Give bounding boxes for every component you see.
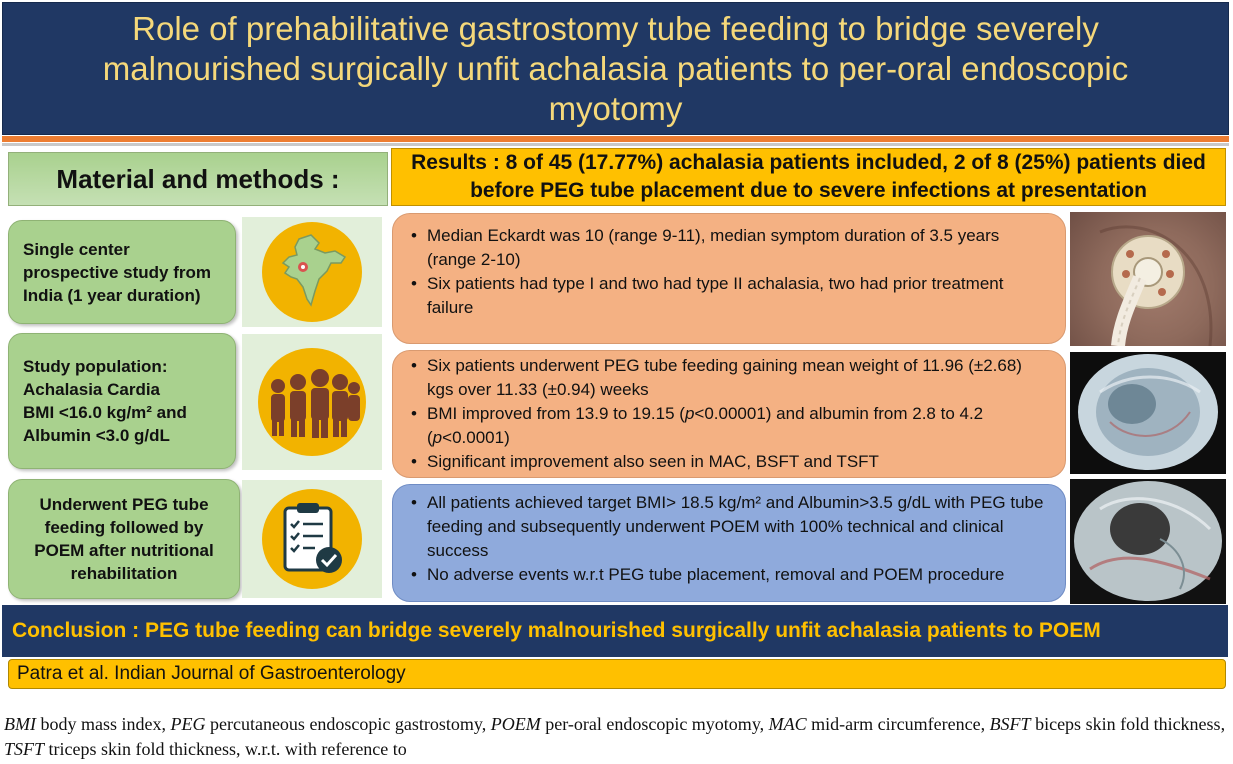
- abbrev-term: w.r.t.: [245, 739, 281, 759]
- abbrev-def: per-oral endoscopic myotomy: [545, 714, 760, 734]
- result-bullet: • BMI improved from 13.9 to 19.15 (p<0.00001) and albumin from 2.8 to 4.2 (p<0.0001): [411, 402, 1051, 450]
- result-bullet: • All patients achieved target BMI> 18.5 kg/m² and Albumin>3.5 g/dL with PEG tube feeding and subsequently underwent POEM with 100% technical and clinical success: [411, 491, 1051, 563]
- method-line: rehabilitation: [70, 564, 178, 583]
- abbrev-def: body mass index: [40, 714, 162, 734]
- icon-panel-population: [242, 334, 382, 470]
- india-map-icon: [262, 222, 362, 322]
- abbrev-term: PEG: [170, 714, 206, 734]
- citation: Patra et al. Indian Journal of Gastroenterology: [8, 659, 1226, 689]
- endoscopy-photo-1: [1070, 352, 1226, 474]
- method-line: POEM after nutritional: [34, 541, 214, 560]
- method-line: Underwent PEG tube: [39, 495, 209, 514]
- people-group-icon: [258, 348, 366, 456]
- conclusion-banner: Conclusion : PEG tube feeding can bridge severely malnourished surgically unfit achalasia patients to POEM: [2, 605, 1228, 657]
- method-study-population: [8, 333, 236, 469]
- results-outcomes: [392, 350, 1066, 478]
- title-banner: [2, 2, 1229, 135]
- results-header: Results : 8 of 45 (17.77%) achalasia patients included, 2 of 8 (25%) patients died before PEG tube placement due to severe infections at presentation: [391, 148, 1226, 206]
- title-shadow-rule: [2, 143, 1229, 146]
- method-line: BMI <16.0 kg/m² and: [23, 403, 187, 422]
- results-success: [392, 484, 1066, 602]
- abbrev-def: mid-arm circumference: [811, 714, 981, 734]
- icon-panel-intervention: [242, 480, 382, 598]
- icon-panel-location: [242, 217, 382, 327]
- abbrev-def: biceps skin fold thickness: [1035, 714, 1221, 734]
- abbrev-term: TSFT: [4, 739, 45, 759]
- abbrev-term: BSFT: [989, 714, 1031, 734]
- result-bullet: • Significant improvement also seen in MAC, BSFT and TSFT: [411, 450, 1051, 474]
- methods-header: Material and methods :: [8, 152, 388, 206]
- method-line: Study population:: [23, 357, 168, 376]
- method-intervention: [8, 479, 240, 599]
- title-accent-rule: [2, 136, 1229, 142]
- result-bullet: • Six patients had type I and two had type II achalasia, two had prior treatment failure: [411, 272, 1051, 320]
- abbreviations-footnote: BMI body mass index, PEG percutaneous endoscopic gastrostomy, POEM per-oral endoscopic myotomy, MAC mid-arm circumference, BSFT biceps skin fold thickness, TSFT triceps skin fold thickness, w.r.t. with reference to: [4, 714, 1226, 759]
- abbrev-def: percutaneous endoscopic gastrostomy: [209, 714, 482, 734]
- results-baseline: [392, 213, 1066, 344]
- method-line: Achalasia Cardia: [23, 380, 161, 399]
- clipboard-checklist-icon: [262, 489, 362, 589]
- method-line: Albumin <3.0 g/dL: [23, 426, 170, 445]
- method-line: prospective study from: [23, 262, 211, 282]
- method-line: India (1 year duration): [23, 285, 201, 305]
- method-line: feeding followed by: [44, 518, 204, 537]
- result-bullet: • Six patients underwent PEG tube feeding gaining mean weight of 11.96 (±2.68) kgs over 11.33 (±0.94) weeks: [411, 354, 1051, 402]
- abbrev-def: triceps skin fold thickness: [48, 739, 237, 759]
- peg-tube-photo: [1070, 212, 1226, 346]
- page-title: Role of prehabilitative gastrostomy tube feeding to bridge severely malnourished surgically unfit achalasia patients to per-oral endoscopic myotomy: [102, 9, 1129, 127]
- method-line: Single center: [23, 239, 130, 259]
- abbrev-term: MAC: [768, 714, 807, 734]
- abbrev-term: BMI: [4, 714, 36, 734]
- result-bullet: • Median Eckardt was 10 (range 9-11), median symptom duration of 3.5 years (range 2-10): [411, 224, 1051, 272]
- endoscopy-photo-2: [1070, 479, 1226, 604]
- method-study-design: [8, 220, 236, 324]
- result-bullet: • No adverse events w.r.t PEG tube placement, removal and POEM procedure: [411, 563, 1051, 587]
- abbrev-term: POEM: [490, 714, 541, 734]
- abbrev-def: with reference to: [284, 739, 407, 759]
